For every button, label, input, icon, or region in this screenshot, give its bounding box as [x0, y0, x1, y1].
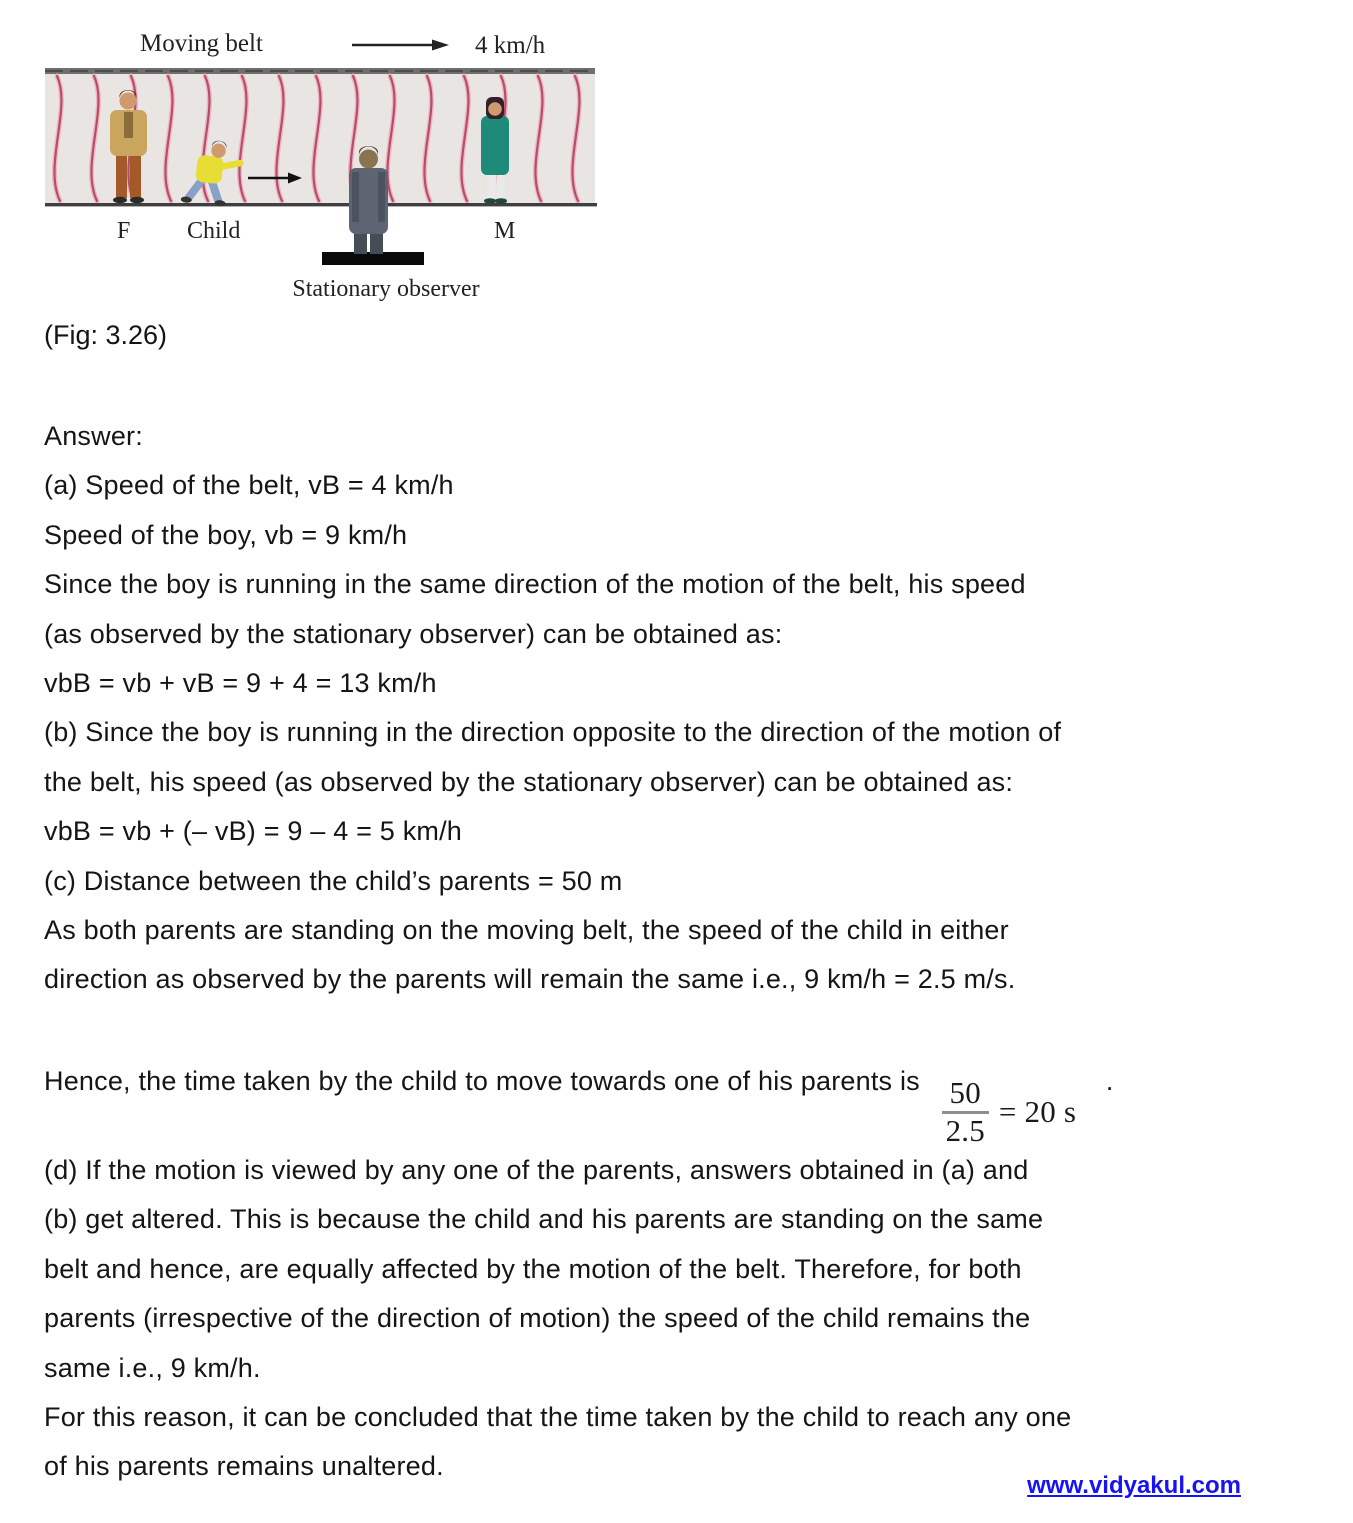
- belt-figure: [0, 0, 640, 312]
- observer-label: Stationary observer: [292, 276, 480, 302]
- answer-line-with-fraction: [44, 1057, 1344, 1146]
- answer-line: (as observed by the stationary observer) can be obtained as:: [44, 618, 783, 649]
- answer-line: (b) get altered. This is because the child and his parents are standing on the same: [44, 1204, 1044, 1235]
- answer-section: [44, 412, 1344, 1492]
- belt-direction-arrow-icon: [352, 40, 449, 51]
- moving-belt-label: Moving belt: [140, 30, 263, 57]
- answer-line: same i.e., 9 km/h.: [44, 1352, 261, 1383]
- time-fraction-expression: [942, 1074, 1077, 1148]
- answer-line: belt and hence, are equally affected by the motion of the belt. Therefore, for both: [44, 1253, 1022, 1284]
- belt-speed-label: 4 km/h: [475, 32, 546, 59]
- child-label: Child: [187, 218, 241, 244]
- answer-line: As both parents are standing on the moving belt, the speed of the child in either: [44, 915, 1009, 946]
- mother-label: M: [494, 218, 516, 244]
- fraction-numerator: 50: [949, 1074, 981, 1110]
- answer-line: (d) If the motion is viewed by any one of the parents, answers obtained in (a) and: [44, 1154, 1029, 1185]
- footer-link[interactable]: www.vidyakul.com: [1027, 1472, 1241, 1499]
- answer-line: vbB = vb + vB = 9 + 4 = 13 km/h: [44, 668, 437, 699]
- answer-line: vbB = vb + (– vB) = 9 – 4 = 5 km/h: [44, 816, 463, 847]
- figure-illustration: [0, 0, 640, 312]
- answer-line: Since the boy is running in the same direction of the motion of the belt, his speed: [44, 569, 1026, 600]
- answer-line: parents (irrespective of the direction of motion) the speed of the child remains the: [44, 1303, 1031, 1334]
- answer-line: Speed of the boy, vb = 9 km/h: [44, 519, 408, 550]
- answer-line: the belt, his speed (as observed by the stationary observer) can be obtained as:: [44, 766, 1014, 797]
- answer-heading: Answer:: [44, 421, 143, 451]
- fraction-result: = 20 s: [998, 1094, 1077, 1130]
- fraction: [942, 1074, 989, 1148]
- answer-line: For this reason, it can be concluded that the time taken by the child to reach any one: [44, 1401, 1072, 1432]
- sentence-period: .: [1105, 1065, 1114, 1096]
- answer-line: (a) Speed of the belt, vB = 4 km/h: [44, 470, 454, 501]
- answer-line: (c) Distance between the child’s parents = 50 m: [44, 865, 623, 896]
- figure-caption: (Fig: 3.26): [44, 320, 168, 350]
- fraction-denominator: 2.5: [945, 1112, 985, 1148]
- hence-text: Hence, the time taken by the child to move towards one of his parents is: [44, 1065, 920, 1096]
- father-label: F: [117, 218, 131, 244]
- answer-line: (b) Since the boy is running in the direction opposite to the direction of the motion of: [44, 717, 1062, 748]
- answer-line: of his parents remains unaltered.: [44, 1451, 444, 1482]
- answer-line: direction as observed by the parents will remain the same i.e., 9 km/h = 2.5 m/s.: [44, 964, 1016, 995]
